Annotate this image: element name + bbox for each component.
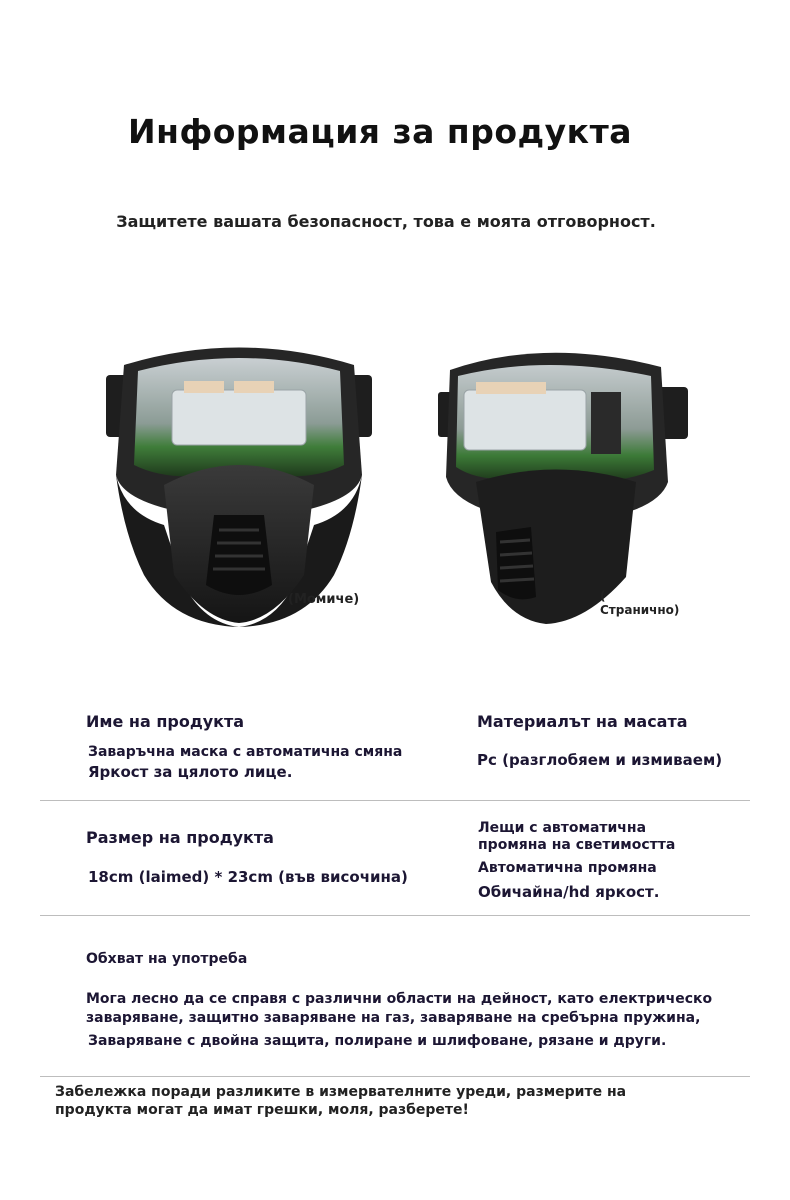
mask-side-caption-open: ( (600, 589, 606, 603)
page-title: Информация за продукта (128, 112, 632, 151)
size-value: 18cm (laimed) * 23cm (във височина) (88, 868, 408, 886)
mask-front-image (104, 335, 374, 630)
material-label: Материалът на масата (477, 712, 688, 731)
usage-label: Обхват на употреба (86, 951, 248, 967)
lens-line4: Обичайна/hd яркост. (478, 883, 660, 901)
size-label: Размер на продукта (86, 828, 274, 847)
usage-line2: заваряване, защитно заваряване на газ, заваряване на сребърна пружина, (86, 1010, 701, 1026)
usage-line1: Мога лесно да се справя с различни области на дейност, като електрическо (86, 991, 713, 1007)
lens-line1: Лещи с автоматична (478, 820, 647, 836)
footer-note-line1: Забележка поради разликите в измервателните уреди, размерите на (55, 1084, 627, 1100)
lens-line2: промяна на светимостта (478, 837, 676, 853)
page-subtitle: Защитете вашата безопасност, това е моята отговорност. (116, 212, 656, 231)
mask-front-caption: (Момиче) (288, 592, 360, 607)
material-value: Pc (разглобяем и измиваем) (477, 751, 723, 769)
product-name-value-line1: Заваръчна маска с автоматична смяна (88, 744, 403, 760)
usage-line3: Заваряване с двойна защита, полиране и шлифоване, рязане и други. (88, 1033, 667, 1049)
mask-side-image (436, 342, 696, 632)
divider (40, 1076, 750, 1077)
divider (40, 800, 750, 801)
product-name-value-line2: Яркост за цялото лице. (88, 763, 293, 781)
product-name-label: Име на продукта (86, 712, 245, 731)
footer-note-line2: продукта могат да имат грешки, моля, разберете! (55, 1102, 469, 1118)
divider (40, 915, 750, 916)
mask-side-caption: Странично) (600, 603, 680, 617)
lens-line3: Автоматична промяна (478, 860, 657, 876)
